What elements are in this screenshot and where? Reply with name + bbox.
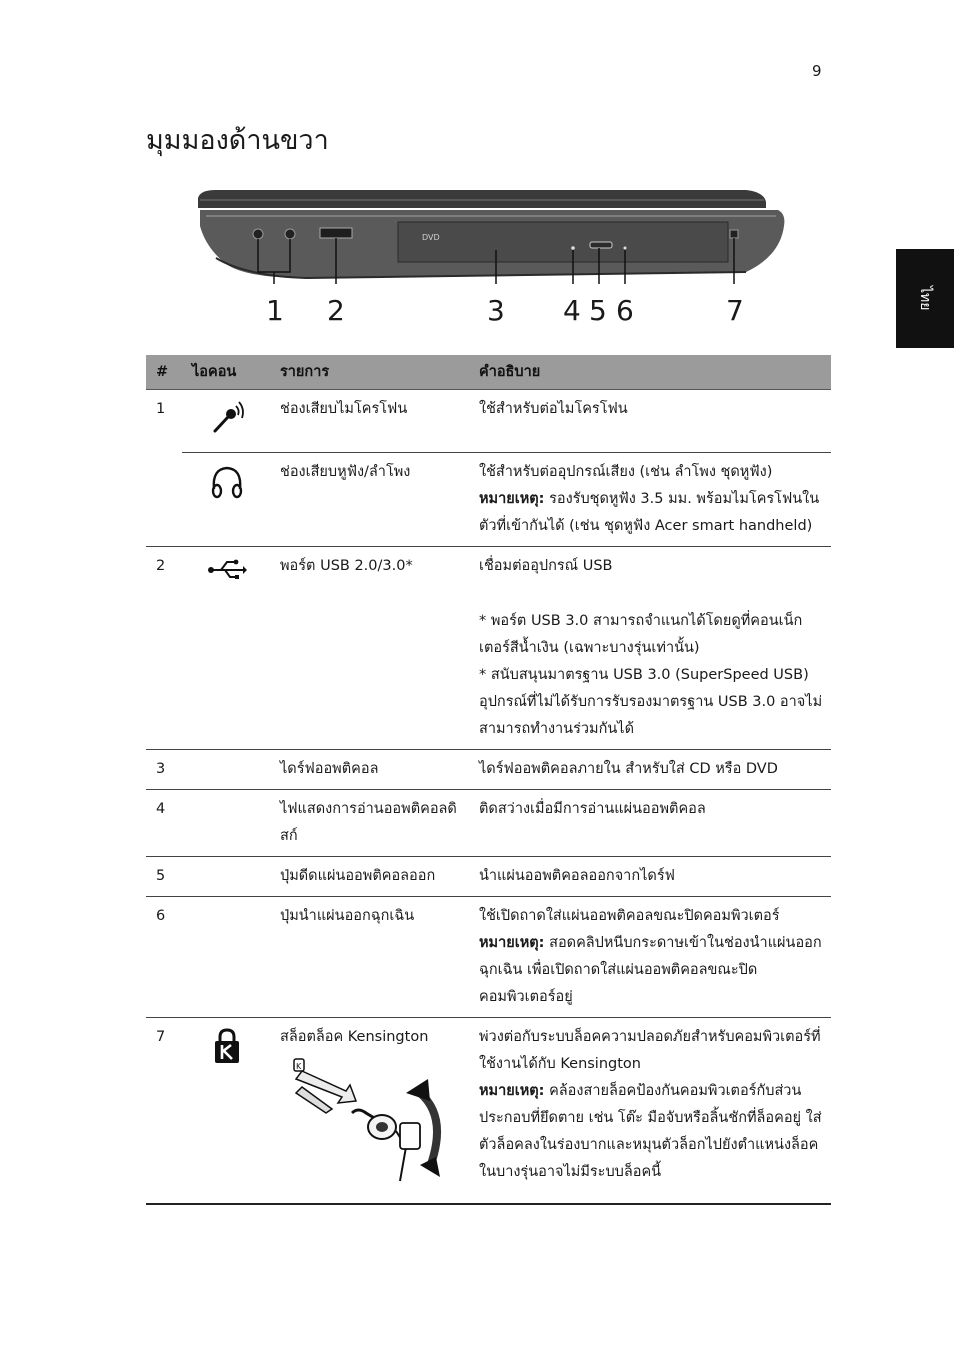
laptop-side-illustration [186, 186, 796, 296]
row-item: พอร์ต USB 2.0/3.0* [270, 547, 469, 750]
svg-text:K: K [296, 1062, 302, 1071]
header-item: รายการ [270, 355, 469, 390]
row-extra-note: * สนับสนุนมาตรฐาน USB 3.0 (SuperSpeed USB) อุปกรณ์ที่ไม่ได้รับการรับรองมาตรฐาน USB 3.0 อาจไม่สามารถทำงานร่วมกันได้ [479, 667, 823, 737]
row-num: 4 [146, 790, 182, 857]
language-tab-label: ไทย [917, 286, 933, 311]
table-row [146, 453, 831, 547]
callout-1: 1 [266, 294, 284, 327]
row-num [146, 453, 182, 547]
note-text: รองรับชุดหูฟัง 3.5 มม. พร้อมไมโครโฟนในตัวที่เข้ากันได้ (เช่น ชุดหูฟัง Acer smart handheld) [479, 491, 820, 534]
row-num: 3 [146, 750, 182, 790]
row-item: สล็อตล็อค Kensington [280, 1029, 429, 1045]
language-tab [896, 249, 954, 348]
row-desc: ใช้สำหรับต่ออุปกรณ์เสียง (เช่น ลำโพง ชุดหูฟัง) [479, 464, 773, 480]
row-num: 1 [156, 401, 166, 417]
row-num: 6 [146, 897, 182, 1018]
laptop-right-side-figure [186, 186, 796, 336]
row-desc: พ่วงต่อกับระบบล็อคความปลอดภัยสำหรับคอมพิวเตอร์ที่ใช้งานได้กับ Kensington [479, 1029, 821, 1072]
usb-icon [207, 557, 247, 581]
row-note [479, 486, 823, 540]
row-item: ช่องเสียบไมโครโฟน [280, 401, 408, 417]
row-desc: เชื่อมต่ออุปกรณ์ USB [479, 558, 613, 574]
ports-table [146, 355, 831, 1205]
row-item: ไดร์ฟออพติคอล [270, 750, 469, 790]
row-extra-note: * พอร์ต USB 3.0 สามารถจำแนกได้โดยดูที่คอนเน็กเตอร์สีน้ำเงิน (เฉพาะบางรุ่นเท่านั้น) [479, 613, 803, 656]
row-desc: นำแผ่นออพติคอลออกจากไดร์ฟ [469, 857, 831, 897]
table-row [146, 750, 831, 790]
row-desc: ใช้สำหรับต่อไมโครโฟน [479, 401, 628, 417]
row-num: 7 [146, 1018, 182, 1205]
row-desc: ติดสว่างเมื่อมีการอ่านแผ่นออพติคอล [469, 790, 831, 857]
microphone-icon [209, 400, 245, 436]
row-item: ไฟแสดงการอ่านออพติคอลดิสก์ [270, 790, 469, 857]
row-item: ปุ่มนำแผ่นออกฉุกเฉิน [270, 897, 469, 1018]
callout-2: 2 [327, 294, 345, 327]
section-title: มุมมองด้านขวา [146, 125, 329, 156]
kensington-lock-icon [212, 1028, 242, 1064]
row-note [479, 930, 823, 1011]
svg-text:DVD: DVD [422, 233, 440, 242]
callout-3: 3 [487, 294, 505, 327]
kensington-lock-usage-illustration [280, 1057, 450, 1187]
table-row [146, 1018, 831, 1205]
row-num: 2 [146, 547, 182, 750]
note-label: หมายเหตุ: [479, 935, 545, 951]
row-desc: ไดร์ฟออพติคอลภายใน สำหรับใส่ CD หรือ DVD [469, 750, 831, 790]
callout-4: 4 [563, 294, 581, 327]
page-number: 9 [812, 62, 822, 80]
table-row [146, 857, 831, 897]
callout-6: 6 [616, 294, 634, 327]
row-desc: ใช้เปิดถาดใส่แผ่นออพติคอลขณะปิดคอมพิวเตอร์ [479, 908, 780, 924]
note-label: หมายเหตุ: [479, 1083, 545, 1099]
callout-7: 7 [726, 294, 744, 327]
note-text: สอดคลิปหนีบกระดาษเข้าในช่องนำแผ่นออกฉุกเฉิน เพื่อเปิดถาดใส่แผ่นออพติคอลขณะปิดคอมพิวเตอร์อยู่ [479, 935, 822, 1005]
row-item: ปุ่มดีดแผ่นออพติคอลออก [270, 857, 469, 897]
row-item: ช่องเสียบหูฟัง/ลำโพง [270, 453, 469, 547]
headphones-icon [209, 463, 245, 501]
callout-5: 5 [589, 294, 607, 327]
table-row [146, 897, 831, 1018]
header-desc: คำอธิบาย [469, 355, 831, 390]
note-label: หมายเหตุ: [479, 491, 545, 507]
row-note [479, 1078, 823, 1186]
table-row [146, 547, 831, 750]
table-row [146, 390, 831, 453]
note-text: คล้องสายล็อคป้องกันคอมพิวเตอร์กับส่วนประกอบที่ยึดตาย เช่น โต๊ะ มือจับหรือลิ้นชักที่ล็อคอยู่ ใส่ตัวล็อคลงในร่องบากและหมุนตัวล็อกไปยังตำแหน่งล็อค ในบางรุ่นอาจไม่มีระบบล็อคนี้ [479, 1083, 822, 1180]
header-icon: ไอคอน [182, 355, 270, 390]
header-num: # [146, 355, 182, 390]
row-num: 5 [146, 857, 182, 897]
table-header-row [146, 355, 831, 390]
table-row [146, 790, 831, 857]
